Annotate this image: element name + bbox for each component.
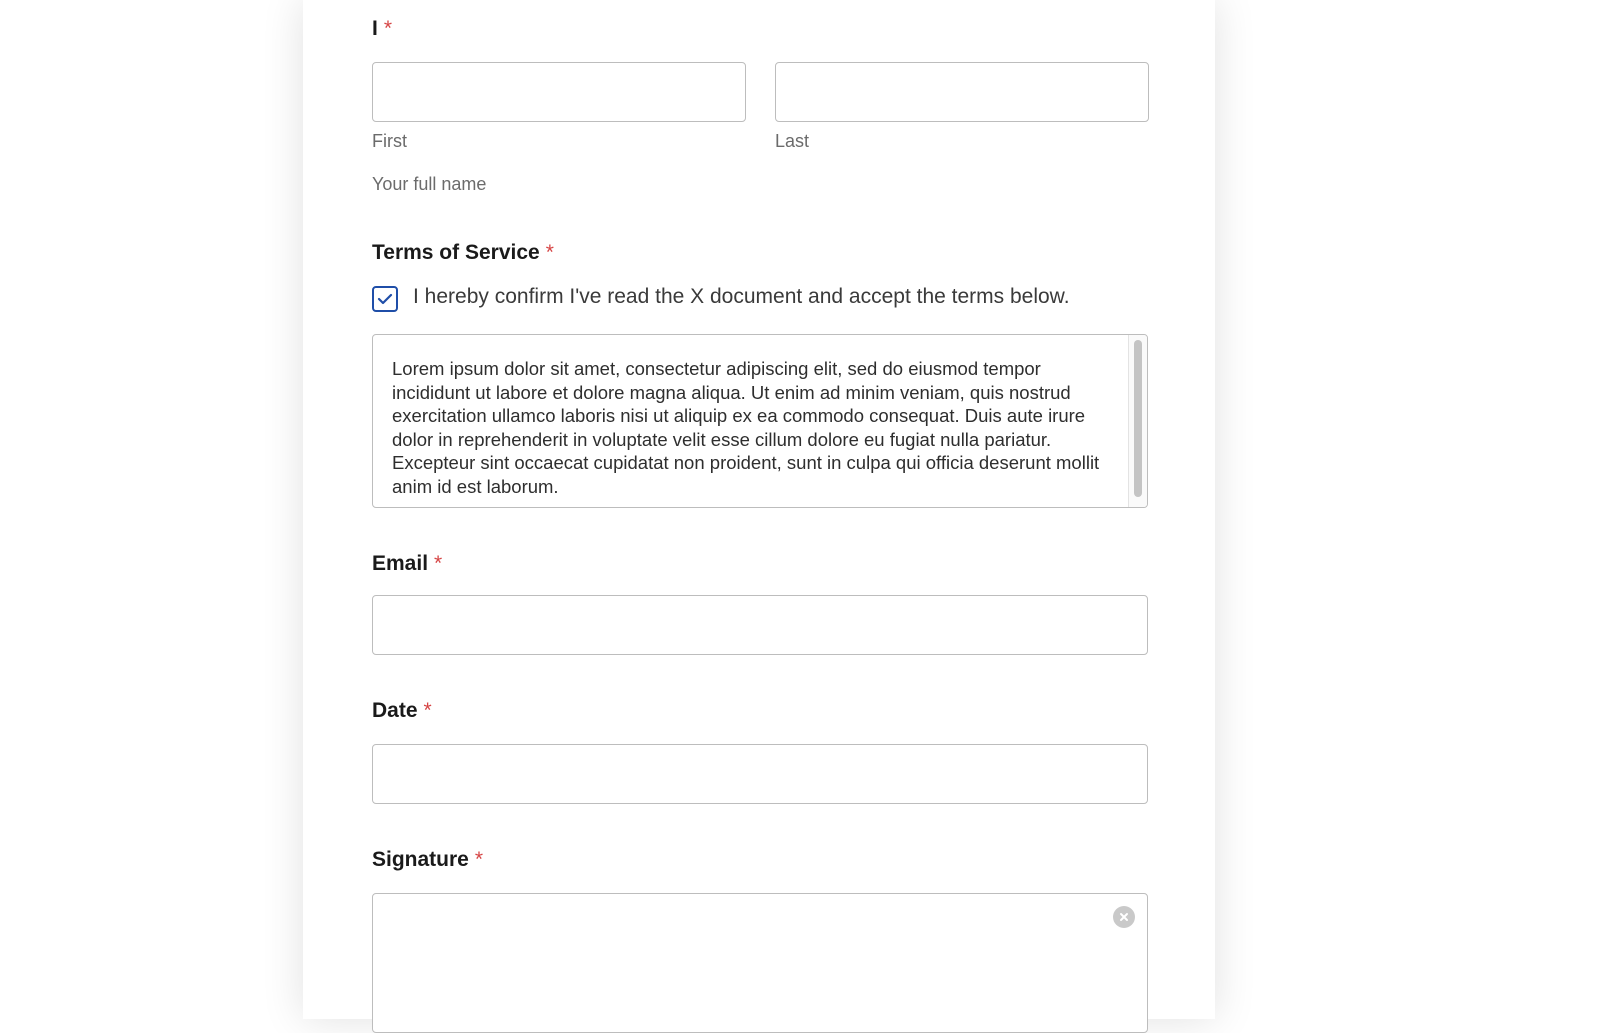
required-marker: * [423, 699, 432, 722]
terms-scrollbar[interactable] [1128, 335, 1147, 507]
close-icon [1119, 912, 1129, 922]
last-name-sublabel: Last [775, 131, 810, 151]
checkmark-icon [377, 292, 393, 306]
terms-label [372, 241, 554, 265]
email-label [372, 552, 442, 576]
last-name-input[interactable] [775, 62, 1149, 122]
signature-label [372, 848, 483, 872]
terms-label-text: Terms of Service [372, 241, 540, 264]
close-circle-icon[interactable] [1113, 906, 1135, 928]
name-label [372, 17, 392, 41]
terms-checkbox[interactable] [372, 286, 398, 312]
email-label-text: Email [372, 552, 429, 575]
first-name-sublabel: First [372, 131, 407, 151]
email-input[interactable] [372, 595, 1148, 655]
name-label-text: I [372, 17, 378, 40]
terms-scrollbar-thumb[interactable] [1134, 340, 1142, 497]
signature-label-text: Signature [372, 848, 469, 871]
terms-scroll-box[interactable] [372, 334, 1148, 508]
terms-body-text: Lorem ipsum dolor sit amet, consectetur adipiscing elit, sed do eiusmod tempor incididunt ut labore et dolore magna aliqua. Ut enim ad minim veniam, quis nostrud exercitation ullamco laboris nisi ut aliquip ex ea commodo consequat. Duis aute irure dolor in reprehenderit in voluptate velit esse cillum dolore eu fugiat nulla pariatur. Excepteur sint occaecat cupidatat non proident, sunt in culpa qui officia deserunt mollit anim id est laborum. [392, 358, 1100, 497]
form-card [303, 0, 1215, 1019]
required-marker: * [474, 848, 484, 871]
date-input[interactable] [372, 744, 1148, 804]
date-label [372, 699, 432, 723]
signature-pad[interactable] [372, 893, 1148, 1033]
required-marker: * [383, 17, 393, 40]
required-marker: * [545, 241, 554, 264]
terms-checkbox-label[interactable]: I hereby confirm I've read the X document and accept the terms below. [413, 285, 1070, 308]
name-description: Your full name [372, 174, 487, 194]
first-name-input[interactable] [372, 62, 746, 122]
required-marker: * [434, 552, 443, 575]
date-label-text: Date [372, 699, 418, 722]
